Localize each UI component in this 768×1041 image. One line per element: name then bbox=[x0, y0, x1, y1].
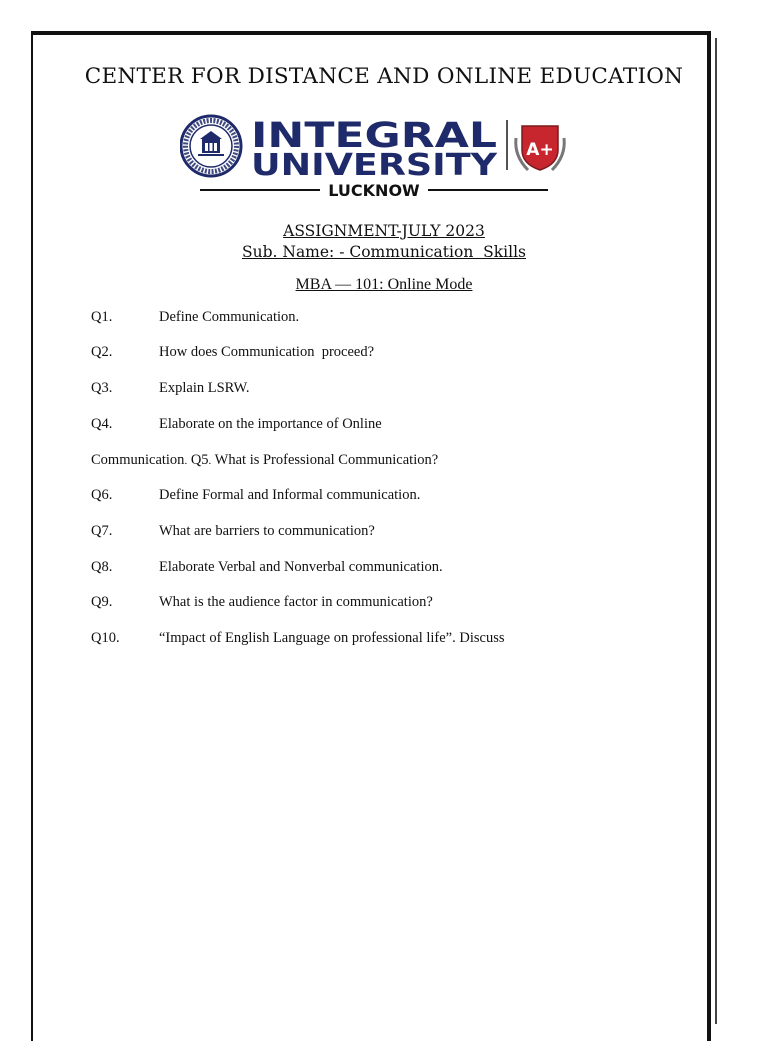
question-4-continuation-and-question-5: Communication. Q5. What is Professional Communication? bbox=[91, 452, 439, 468]
question-text: What are barriers to communication? bbox=[159, 523, 375, 539]
logo-city: LUCKNOW bbox=[328, 181, 420, 200]
university-seal-icon bbox=[181, 116, 241, 176]
question-number: Q8. bbox=[91, 559, 113, 575]
question-number: Q2. bbox=[91, 344, 113, 360]
question-number: Q5 bbox=[190, 452, 209, 468]
question-text: What is the audience factor in communication? bbox=[159, 594, 433, 610]
assignment-title: ASSIGNMENT-JULY 2023 bbox=[283, 222, 485, 240]
question-text: How does Communication proceed? bbox=[159, 344, 375, 360]
question-4-continuation: Communication bbox=[91, 452, 185, 468]
question-text: Define Communication. bbox=[159, 309, 300, 325]
question-text: Elaborate Verbal and Nonverbal communication. bbox=[159, 559, 443, 575]
course-code: MBA — 101: Online Mode bbox=[295, 276, 473, 293]
question-number: Q1. bbox=[91, 309, 113, 325]
logo-wordmark-1: INTEGRAL bbox=[251, 116, 497, 156]
question-text: Define Formal and Informal communication. bbox=[159, 487, 421, 503]
question-number: Q7. bbox=[91, 523, 113, 539]
university-logo bbox=[180, 112, 570, 202]
question-text: Elaborate on the importance of Online bbox=[159, 416, 382, 432]
subject-name: Sub. Name: - Communication Skills bbox=[242, 243, 526, 261]
svg-text:A+: A+ bbox=[526, 140, 554, 160]
question-number: Q4. bbox=[91, 416, 113, 432]
question-text: Explain LSRW. bbox=[159, 380, 250, 396]
center-title: CENTER FOR DISTANCE AND ONLINE EDUCATION bbox=[84, 64, 684, 89]
question-number: Q9. bbox=[91, 594, 113, 610]
naac-badge-icon bbox=[516, 126, 565, 170]
logo-wordmark-2: UNIVERSITY bbox=[251, 148, 499, 183]
question-number: Q6. bbox=[91, 487, 113, 503]
page-edge-shadow bbox=[715, 38, 717, 1024]
question-text: What is Professional Communication? bbox=[214, 452, 439, 468]
question-number: Q3. bbox=[91, 380, 113, 396]
question-number: Q10. bbox=[91, 630, 120, 646]
question-text: “Impact of English Language on professional life”. Discuss bbox=[159, 630, 505, 646]
